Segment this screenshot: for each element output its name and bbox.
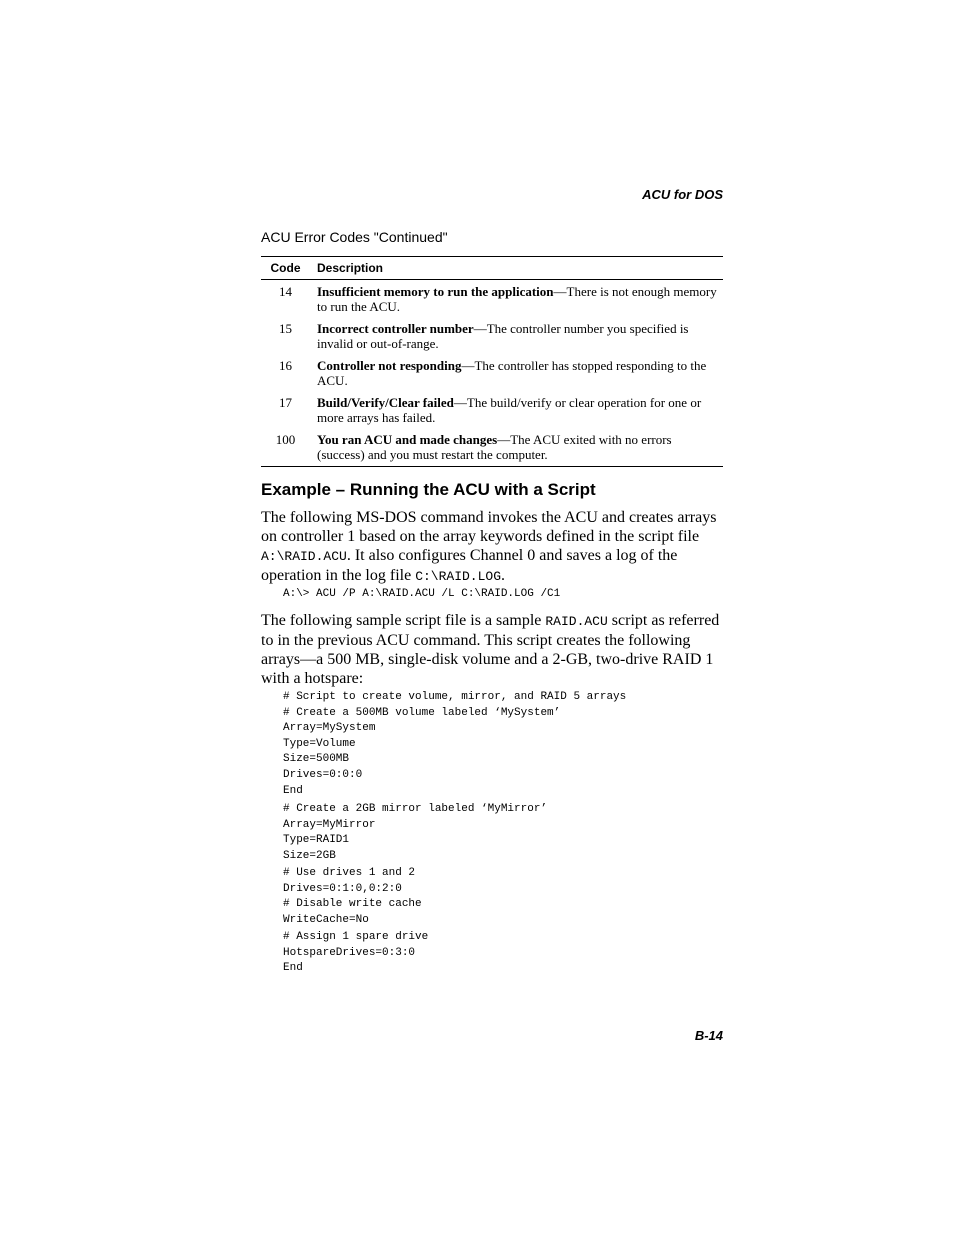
table-row xyxy=(261,432,723,462)
command-example: A:\> ACU /P A:\RAID.ACU /L C:\RAID.LOG /C1 xyxy=(283,588,561,600)
error-code: 14 xyxy=(279,284,292,299)
error-code: 16 xyxy=(279,358,292,373)
script-file-name: RAID.ACU xyxy=(545,614,608,629)
running-header: ACU for DOS xyxy=(642,187,723,202)
table-row xyxy=(261,358,723,388)
error-description xyxy=(310,395,723,425)
table-row xyxy=(261,395,723,425)
script-file-path: A:\RAID.ACU xyxy=(261,549,347,564)
error-description xyxy=(310,432,723,462)
error-text: —The ACU exited with no errors (success) and you must restart the computer. xyxy=(317,432,672,462)
column-header-description: Description xyxy=(317,261,384,275)
error-text: —The controller number you specified is invalid or out-of-range. xyxy=(317,321,689,351)
error-title: Insufficient memory to run the application xyxy=(317,284,554,299)
table-row xyxy=(261,284,723,314)
error-title: Incorrect controller number xyxy=(317,321,474,336)
error-codes-table xyxy=(261,256,723,467)
paragraph-text: The following MS-DOS command invokes the ACU and creates arrays on controller 1 based on the array keywords defined in the script file xyxy=(261,509,717,545)
error-code: 17 xyxy=(279,395,292,410)
paragraph-text: The following sample script file is a sample xyxy=(261,612,546,629)
error-title: Build/Verify/Clear failed xyxy=(317,395,454,410)
error-title: Controller not responding xyxy=(317,358,462,373)
script-code-block: # Create a 2GB mirror labeled ‘MyMirror’ Array=MyMirror Type=RAID1 Size=2GB xyxy=(283,803,548,862)
column-header-code: Code xyxy=(270,261,301,275)
table-caption: ACU Error Codes "Continued" xyxy=(261,229,448,245)
intro-paragraph xyxy=(261,508,723,586)
error-text: —The controller has stopped responding to the ACU. xyxy=(317,358,707,388)
error-description xyxy=(310,284,723,314)
error-text: —There is not enough memory to run the ACU. xyxy=(317,284,717,314)
script-code-block: End xyxy=(283,785,303,797)
error-code: 15 xyxy=(279,321,292,336)
error-description xyxy=(310,321,723,351)
error-code: 100 xyxy=(275,432,296,447)
script-code-block: # Use drives 1 and 2 Drives=0:1:0,0:2:0 # Disable write cache WriteCache=No xyxy=(283,867,422,926)
paragraph-text: . It also configures Channel 0 and saves a log of the operation in the log file xyxy=(261,547,678,584)
paragraph-text: . xyxy=(501,567,506,584)
script-code-block: # Assign 1 spare drive HotspareDrives=0:3:0 End xyxy=(283,931,429,974)
section-heading: Example – Running the ACU with a Script xyxy=(261,480,596,499)
error-text: —The build/verify or clear operation for one or more arrays has failed. xyxy=(317,395,702,425)
script-description-paragraph xyxy=(261,611,723,688)
paragraph-text: script as referred to in the previous ACU command. This script creates the following arrays—a 500 MB, single-disk volume and a 2-GB, two-drive RAID 1 with a hotspare: xyxy=(261,612,720,687)
table-row xyxy=(261,321,723,351)
table-header-row xyxy=(261,257,723,280)
page-number: B-14 xyxy=(694,1028,723,1043)
script-code-block: # Script to create volume, mirror, and RAID 5 arrays # Create a 500MB volume labeled ‘MySystem’ Array=MySystem Type=Volume Size=500MB Drives=0:0:0 xyxy=(283,691,627,781)
error-title: You ran ACU and made changes xyxy=(317,432,498,447)
log-file-path: C:\RAID.LOG xyxy=(415,569,502,584)
error-description xyxy=(310,358,723,388)
